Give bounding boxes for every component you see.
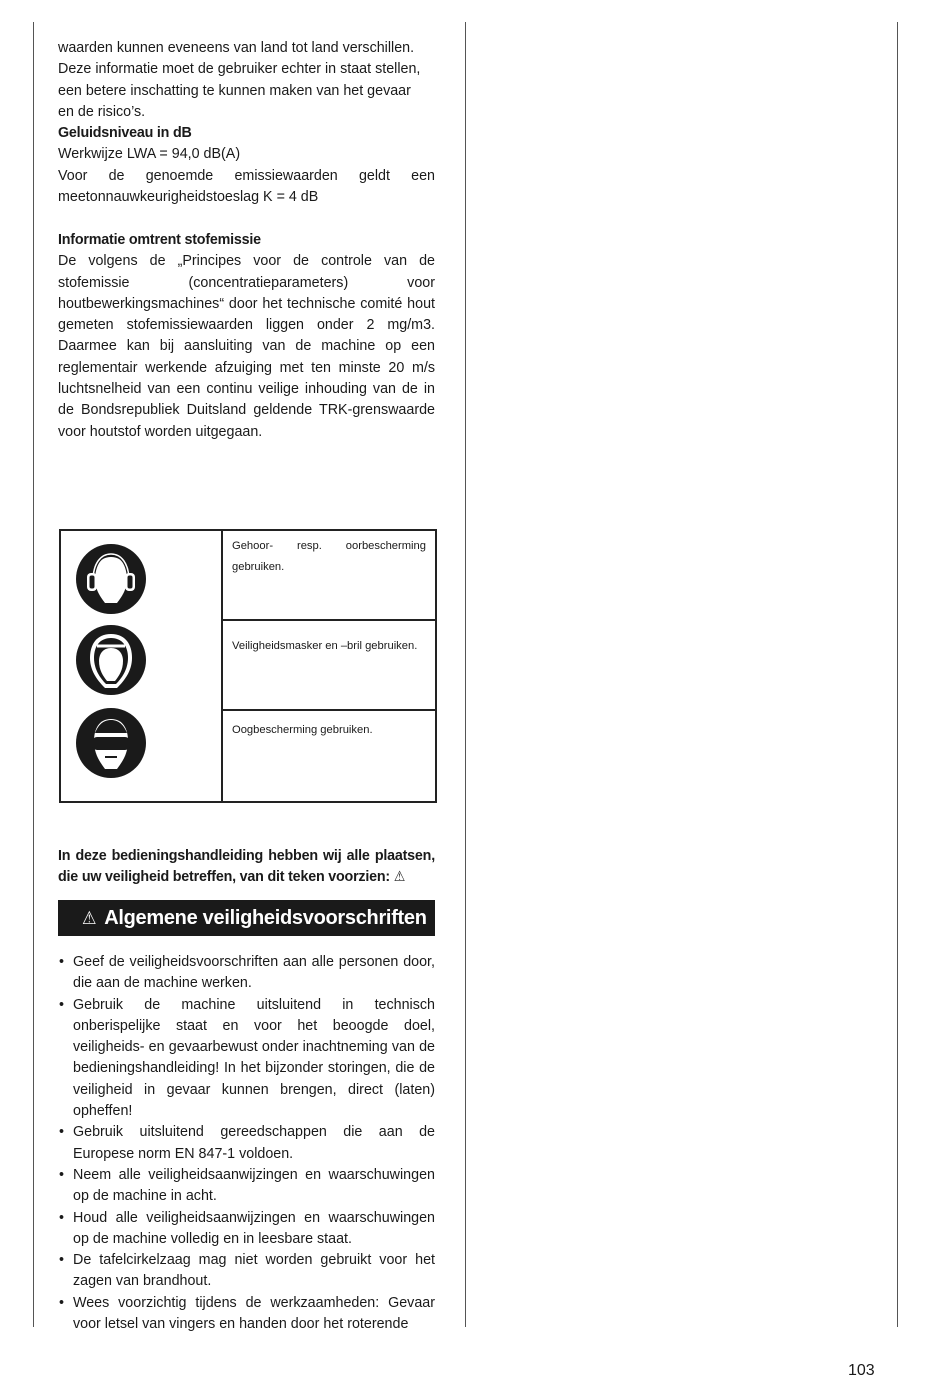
list-item: • Gebruik de machine uitsluitend in technisch onberispelijke staat en voor het beoogde doel, veiligheids- en gevaarbewust onder inachtneming van de bedieningshandleiding! In het bijzonder storingen, die de veiligheid in gevaar kunnen brengen, direct (laten) opheffen! [58,995,435,1123]
intro-line: waarden kunnen eveneens van land tot land verschillen. [58,40,415,56]
section-title: Algemene veiligheidsvoorschriften [104,906,427,929]
list-item: • Wees voorzichtig tijdens de werkzaamheden: Gevaar voor letsel van vingers en handen door het roterende [58,1293,435,1336]
ppe-table [59,529,437,803]
safety-note-text: In deze bedieningshandleiding hebben wij alle plaatsen, die uw veiligheid betreffen, van dit teken voorzien: [58,848,435,886]
left-margin-rule [33,22,34,1327]
dust-heading: Informatie omtrent stofemissie [58,232,261,248]
face-shield-icon [75,624,147,696]
ppe-text-ear: Gehoor- resp. oorbescherming gebruiken. [223,531,435,621]
list-item: • Geef de veiligheidsvoorschriften aan alle personen door, die aan de machine werken. [58,952,435,995]
ear-protection-icon [75,543,147,615]
safety-note [58,846,435,889]
right-margin-rule [897,22,898,1327]
intro-line: een betere inschatting te kunnen maken van het gevaar [58,82,411,99]
intro-line: en de risico’s. [58,103,146,120]
noise-heading: Geluidsniveau in dB [58,125,192,142]
safety-rules [58,952,435,1335]
list-item: • De tafelcirkelzaag mag niet worden gebruikt voor het zagen van brandhout. [58,1250,435,1293]
page-number: 103 [848,1362,875,1379]
list-item: • Gebruik uitsluitend gereedschappen die aan de Europese norm EN 847-1 voldoen. [58,1122,435,1165]
intro-paragraph [58,38,435,208]
warning-triangle-icon: ⚠ [393,869,406,886]
intro-line: Deze informatie moet de gebruiker echter in staat stellen, [58,61,421,78]
list-item: • Houd alle veiligheidsaanwijzingen en waarschuwingen op de machine volledig en in leesbare staat. [58,1208,435,1251]
dust-text: De volgens de „Principes voor de controle van de stofemissie (concentratieparameters) voor houtbewerkingsmachines“ door het technische comité hout gemeten stofemissiewaarden liggen onder 2 mg/m3. Daarmee kan bij aansluiting van de machine op een reglementair werkende afzuiging met ten minste 20 m/s luchtsnelheid van een continu veilige inhouding van de in de Bondsrepubliek Duitsland geldende TRK-grenswaarde voor houtstof worden uitgegaan. [58,253,435,440]
dust-section [58,230,435,443]
warning-triangle-icon: ⚠ [82,907,97,928]
column-divider-rule [465,22,466,1327]
list-item: • Neem alle veiligheidsaanwijzingen en waarschuwingen op de machine in acht. [58,1165,435,1208]
section-title-banner [58,900,435,936]
ppe-text-eye: Oogbescherming gebruiken. [232,724,373,736]
noise-tolerance: Voor de genoemde emissiewaarden geldt een meetonnauwkeurigheidstoeslag K = 4 dB [58,167,435,206]
ppe-icon-column [61,531,223,801]
ppe-text-face: Veiligheidsmasker en –bril gebruiken. [223,621,435,711]
eye-protection-icon [75,707,147,779]
noise-value: Werkwijze LWA = 94,0 dB(A) [58,146,241,163]
